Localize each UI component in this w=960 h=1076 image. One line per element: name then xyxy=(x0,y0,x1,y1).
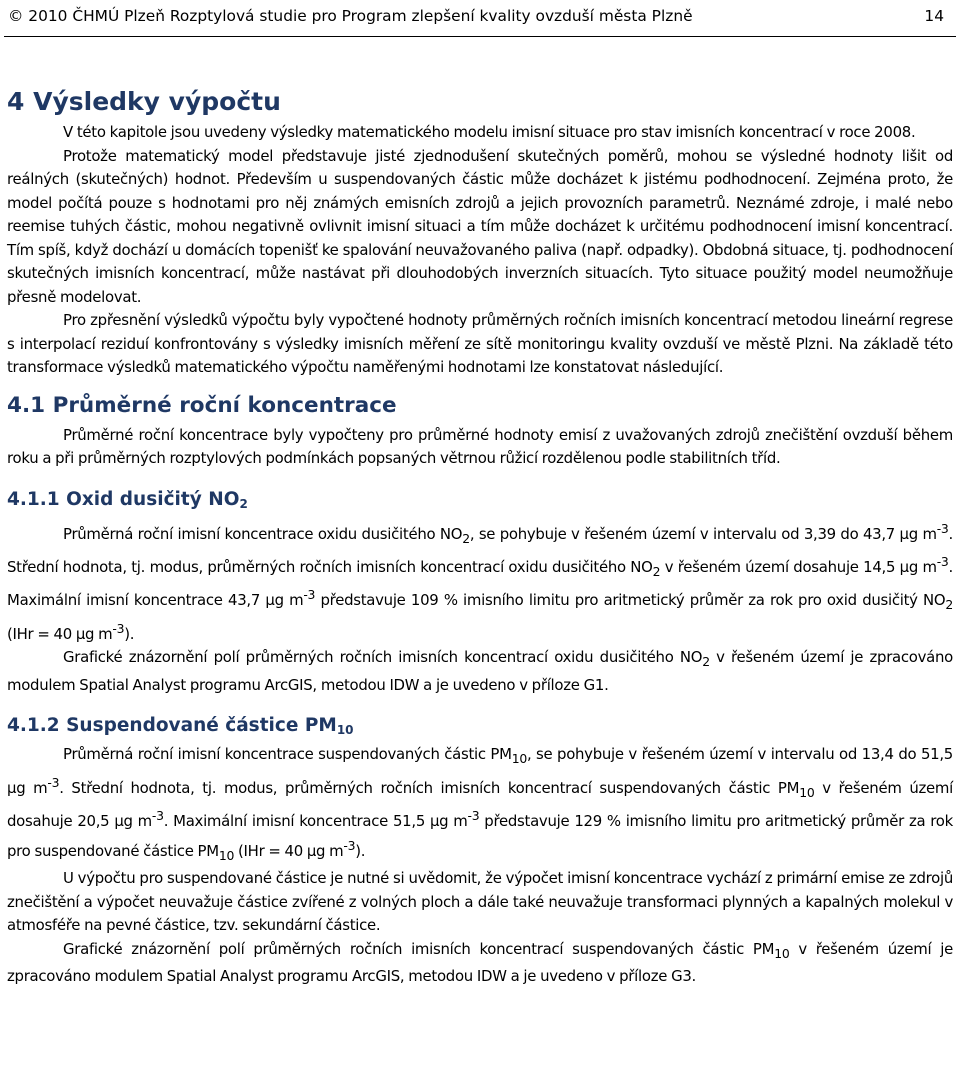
document-body xyxy=(7,83,953,989)
header-title: © 2010 ČHMÚ Plzeň Rozptylová studie pro Program zlepšení kvality ovzduší města Plzně xyxy=(8,7,693,25)
section-4-1-2-heading: 4.1.2 Suspendované částice $PM_{10}$ xyxy=(7,715,354,738)
section-4-paragraph-1: V této kapitole jsou uvedeny výsledky matematického modelu imisní situace pro stav imisních koncentrací v roce 2008. xyxy=(63,123,916,141)
section-4-1-heading: 4.1 Průměrné roční koncentrace xyxy=(7,392,397,418)
no2-graphic-paragraph: Grafické znázornění polí průměrných ročních imisních koncentrací oxidu dusičitého $NO_2$ v řešeném území je zpracováno modulem Spatial Analyst programu ArcGIS, metodou IDW a je uvedeno v příloze G1. xyxy=(7,648,953,694)
page-header xyxy=(8,0,952,32)
header-divider xyxy=(4,36,956,37)
pm10-note-paragraph: U výpočtu pro suspendované částice je nutné si uvědomit, že výpočet imisní koncentrace vychází z primární emise ze zdrojů znečištění a výpočet neuvažuje částice zvířené z volných ploch a dále také neuvažuje transformaci plynných a kapalných molekul v atmosféře na pevné částice, tzv. sekundární částice. xyxy=(7,869,953,935)
section-4-paragraph-2: Protože matematický model představuje jisté zjednodušení skutečných poměrů, mohou se výsledné hodnoty lišit od reálných (skutečných) hodnot. Především u suspendovaných částic může docházet k jistému podhodnocení. Zejména proto, že model počítá pouze s hodnotami pro něj známých emisních zdrojů a jejich provozních parametrů. Neznámé zdroje, i malé nebo reemise tuhých částic, mohou negativně ovlivnit imisní situaci a tím může docházet k určitému podhodnocení imisní koncentrací. Tím spíš, když dochází u domácích topenišť ke spalování neuvažovaného paliva (např. odpadky). Obdobná situace, tj. podhodnocení skutečných imisních koncentrací, může nastávat při dlouhodobých inverzních situacích. Tyto situace použitý model neumožňuje přesně modelovat. xyxy=(7,146,953,306)
page-number: 14 xyxy=(924,7,944,25)
section-4-1-1-heading: 4.1.1 Oxid dusičitý $NO_2$ xyxy=(7,488,248,511)
section-4-paragraph-3: Pro zpřesnění výsledků výpočtu byly vypočtené hodnoty průměrných ročních imisních koncentrací metodou lineární regrese s interpolací reziduí konfrontovány s výsledky imisních měření ze sítě monitoringu kvality ovzduší ve městě Plzni. Na základě této transformace výsledků matematického výpočtu naměřenými hodnotami lze konstatovat následující. xyxy=(7,311,953,376)
pm10-concentration-paragraph: Průměrná roční imisní koncentrace suspendovaných částic $PM_{10}$, se pohybuje v řešeném území v intervalu od 13,4 do 51,5 µg $m^{-3}$. Střední hodnota, tj. modus, průměrných ročních imisních koncentrací suspendovaných částic $PM_{10}$ v řešeném území dosahuje 20,5 µg $m^{-3}$. Maximální imisní koncentrace 51,5 µg $m^{-3}$ představuje 129 % imisního limitu pro aritmetický průměr za rok pro suspendované částice $PM_{10}$ (IHr = 40 µg $m^{-3}$). xyxy=(7,745,954,863)
no2-concentration-paragraph: Průměrná roční imisní koncentrace oxidu dusičitého $NO_2$, se pohybuje v řešeném území v intervalu od 3,39 do 43,7 µg $m^{-3}$. Střední hodnota, tj. modus, průměrných ročních imisních koncentrací oxidu dusičitého $NO_2$ v řešeném území dosahuje 14,5 µg $m^{-3}$. Maximální imisní koncentrace 43,7 µg $m^{-3}$ představuje 109 % imisního limitu pro aritmetický průměr za rok pro oxid dusičitý $NO_2$ (IHr = 40 µg $m^{-3}$). xyxy=(7,520,953,643)
section-4-heading: 4 Výsledky výpočtu xyxy=(7,87,281,116)
section-4-1-paragraph: Průměrné roční koncentrace byly vypočteny pro průměrné hodnoty emisí z uvažovaných zdrojů znečištění ovzduší během roku a při průměrných rozptylových podmínkách popsaných větrnou růžicí rozdělenou podle stabilitních tříd. xyxy=(7,425,953,467)
pm10-graphic-paragraph: Grafické znázornění polí průměrných ročních imisních koncentrací suspendovaných částic $PM_{10}$ v řešeném území je zpracováno modulem Spatial Analyst programu ArcGIS, metodou IDW a je uvedeno v příloze G3. xyxy=(7,939,953,986)
